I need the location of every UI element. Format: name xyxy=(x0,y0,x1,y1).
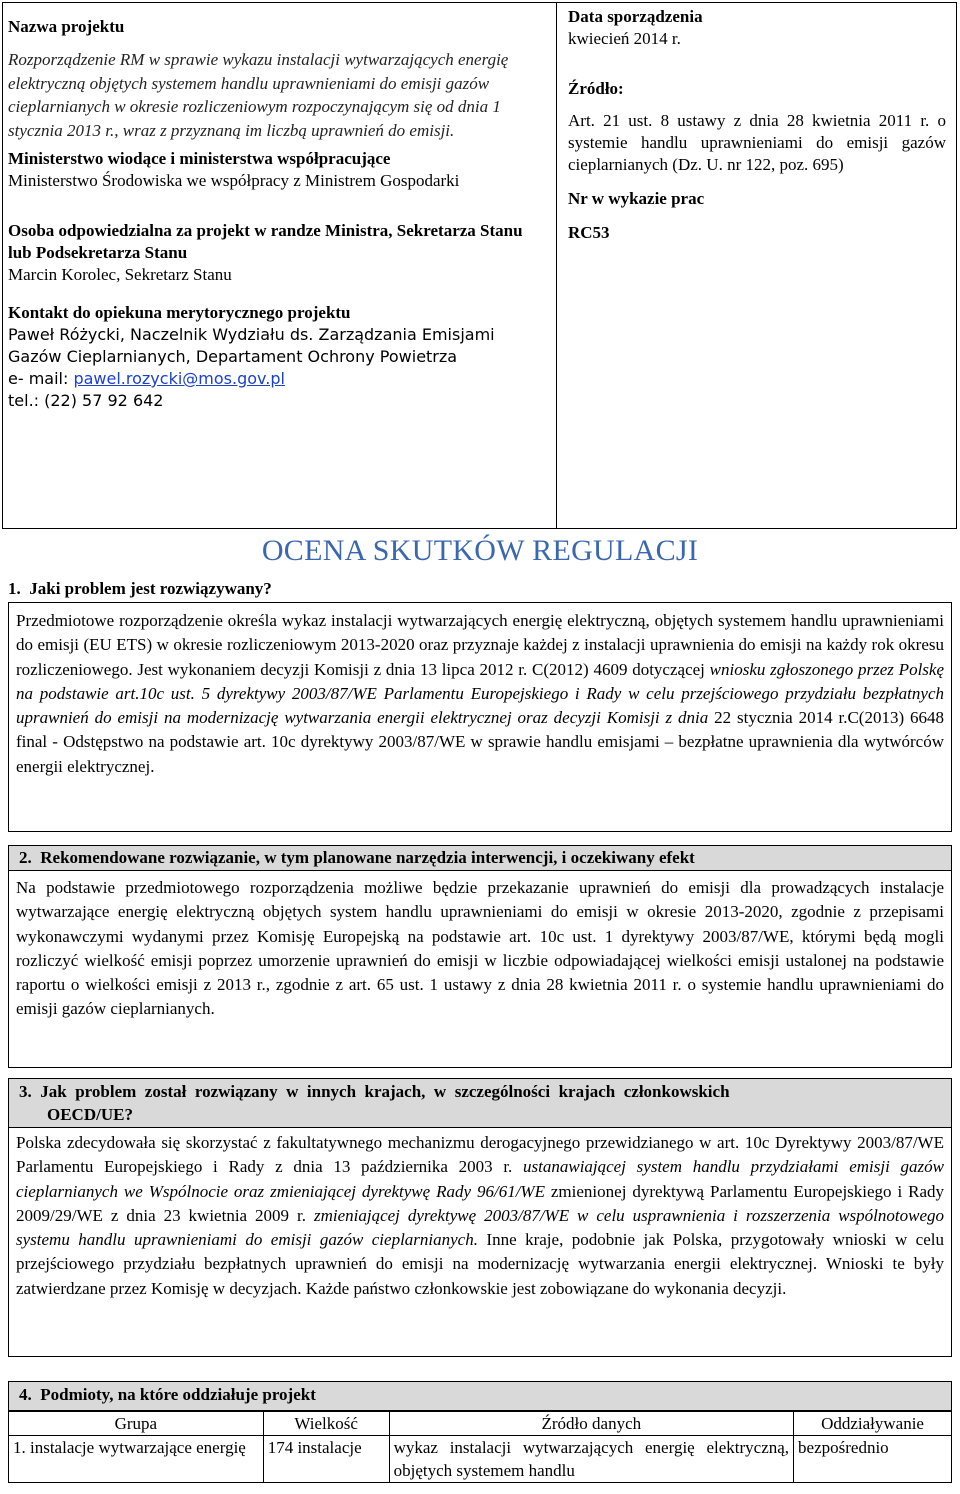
section3-body-italic2: zmieniającej dyrektywę 2003/87/WE w celu usprawnienia i rozszerzenia wspólnotowego systemu handlu uprawnieniami do emisji gazów cieplarnianych. xyxy=(16,1205,944,1250)
work-no-value: RC53 xyxy=(568,223,610,242)
source-value: Art. 21 ust. 8 ustawy z dnia 28 kwietnia 2011 r. o systemie handlu uprawnieniami do emisji gazów cieplarnianych (Dz. U. nr 122, poz. 695) xyxy=(568,111,946,174)
section3-body-b: zmienionej dyrektywą Parlamentu Europejskiego i Rady 2009/29/WE z dnia 23 kwietnia 2009 r. xyxy=(16,1181,945,1225)
table-header-row xyxy=(9,1412,952,1436)
table-cell: bezpośrednio xyxy=(794,1436,952,1483)
date-label: Data sporządzenia xyxy=(568,7,703,26)
table-header-cell: Grupa xyxy=(9,1412,264,1436)
section3-body-a: Polska zdecydowała się skorzystać z fakultatywnego mechanizmu derogacyjnego przewidzianego w art. 10c Dyrektywy 2003/87/WE Parlamentu Europejskiego i Rady z dnia 13 października 2003 r. xyxy=(16,1133,944,1177)
section1-p1-tail: 22 stycznia 2014 r.C(2013) 6648 final - Odstępstwo na podstawie art. 10c dyrektywy 2003/87/WE w sprawie handlu emisjami – bezpłatne uprawnienia dla wytwórców energii elektrycznej. xyxy=(16,708,944,776)
section2-heading-text: 2. Rekomendowane rozwiązanie, w tym planowane narzędzia interwencji, i oczekiwany efekt xyxy=(19,848,695,867)
email-prefix: e- mail: xyxy=(8,369,74,388)
ministry: Ministerstwo Środowiska we współpracy z Ministrem Gospodarki xyxy=(8,171,460,190)
date-value: kwiecień 2014 r. xyxy=(568,29,681,48)
section3-heading-b: OECD/UE? xyxy=(47,1105,133,1124)
table-header-cell: Oddziaływanie xyxy=(794,1412,952,1436)
section1-p1: Przedmiotowe rozporządzenie określa wykaz instalacji wytwarzających energię elektryczną, objętych systemem handlu uprawnieniami do emisji (EU ETS) w okresie rozliczeniowym 2013-2020 oraz przyznaje każdej z instalacji uprawnienia do emisji na każdy rok okresu rozliczeniowego. Jest wykonaniem decyzji Komisji z dnia 13 lipca 2012 r. C(2012) 4609 dotyczącej xyxy=(16,611,944,679)
section4-heading-text: 4. Podmioty, na które oddziałuje projekt xyxy=(19,1385,316,1404)
header-left xyxy=(8,8,548,412)
header-divider xyxy=(556,2,557,529)
table-header-cell: Wielkość xyxy=(263,1412,389,1436)
source-label: Źródło: xyxy=(568,79,624,98)
section3-body-c: Inne kraje, podobnie jak Polska, przygotowały wnioski w celu przejściowego przydziału bezpłatnych uprawnień do emisji na modernizację wytwarzania energii elektrycznej. Wnioski te były zatwierdzane przez Komisję w decyzjach. Każde państwo członkowskie jest zobowiązane do wykonania decyzji. xyxy=(16,1230,944,1298)
section1-p1-italic: wniosku zgłoszonego przez Polskę na podstawie art.10c ust. 5 dyrektywy 2003/87/WE Parlamentu Europejskiego i Rady w celu przejściowego przydziału bezpłatnych uprawnień do emisji na modernizację wytwarzania energii elektrycznej oraz decyzji Komisji z dnia xyxy=(16,659,944,728)
section3-heading-a: 3. Jak problem został rozwiązany w innych krajach, w szczególności krajach członkowskich xyxy=(19,1082,730,1101)
section2-heading xyxy=(8,845,952,871)
table-cell: 174 instalacje xyxy=(263,1436,389,1483)
section4-heading xyxy=(8,1381,952,1411)
table-row xyxy=(9,1436,952,1483)
project-name: Rozporządzenie RM w sprawie wykazu instalacji wytwarzających energię elektryczną objętych systemem handlu uprawnieniami do emisji gazów cieplarnianych w okresie rozliczeniowym rozpoczynającym się od dnia 1 stycznia 2013 r., wraz z przyznaną im liczbą uprawnień do emisji. xyxy=(8,50,509,140)
section1-heading: 1. Jaki problem jest rozwiązywany? xyxy=(8,579,272,598)
section3-body xyxy=(16,1131,944,1301)
section2-body: Na podstawie przedmiotowego rozporządzenia możliwe będzie przekazanie uprawnień do emisji dla prowadzących instalacje wytwarzające energię elektryczną objętych system handlu uprawnieniami do emisji w okresie 2013-2020, zgodnie z przepisami wykonawczymi wydanymi przez Komisję Europejską na podstawie art. 10c ust. 1 dyrektywy 2003/87/WE, którymi będą mogli rozliczyć wielkość emisji poprzez umorzenie uprawnień do emisji w liczbie odpowiadającej wielkości emisji ustalonej na podstawie raportu o wielkości emisji z 2013 r., zgodnie z art. 65 ust. 1 ustawy z dnia 28 kwietnia 2011 r. o systemie handlu uprawnieniami do emisji gazów cieplarnianych. xyxy=(16,878,944,1019)
section1-body xyxy=(16,609,944,779)
contact-person: Paweł Różycki, Naczelnik Wydziału ds. Zarządzania Emisjami Gazów Cieplarnianych, Departament Ochrony Powietrza xyxy=(8,325,495,366)
project-name-label: Nazwa projektu xyxy=(8,17,125,36)
ministry-label: Ministerstwo wiodące i ministerstwa współpracujące xyxy=(8,149,391,168)
section3-body-italic1: ustanawiającej system handlu przydziałami emisji gazów cieplarnianych we Wspólnocie oraz zmieniającej dyrektywę Rady 96/61/WE xyxy=(16,1157,944,1201)
work-no-label: Nr w wykazie prac xyxy=(568,189,705,208)
affected-groups-table xyxy=(8,1411,952,1483)
responsible: Marcin Korolec, Sekretarz Stanu xyxy=(8,265,232,284)
table-cell: wykaz instalacji wytwarzających energię elektryczną, objętych systemem handlu xyxy=(389,1436,793,1483)
responsible-label: Osoba odpowiedzialna za projekt w randze Ministra, Sekretarza Stanu lub Podsekretarza Stanu xyxy=(8,221,523,262)
header-right xyxy=(568,6,946,244)
contact-email xyxy=(8,368,548,390)
contact-label: Kontakt do opiekuna merytorycznego projektu xyxy=(8,303,351,322)
email-link[interactable]: pawel.rozycki@mos.gov.pl xyxy=(73,369,285,388)
contact-phone: tel.: (22) 57 92 642 xyxy=(8,391,164,410)
table-header-cell: Źródło danych xyxy=(389,1412,793,1436)
ocena-title: OCENA SKUTKÓW REGULACJI xyxy=(261,534,699,567)
table-cell: 1. instalacje wytwarzające energię xyxy=(9,1436,264,1483)
section3-heading xyxy=(8,1078,952,1128)
